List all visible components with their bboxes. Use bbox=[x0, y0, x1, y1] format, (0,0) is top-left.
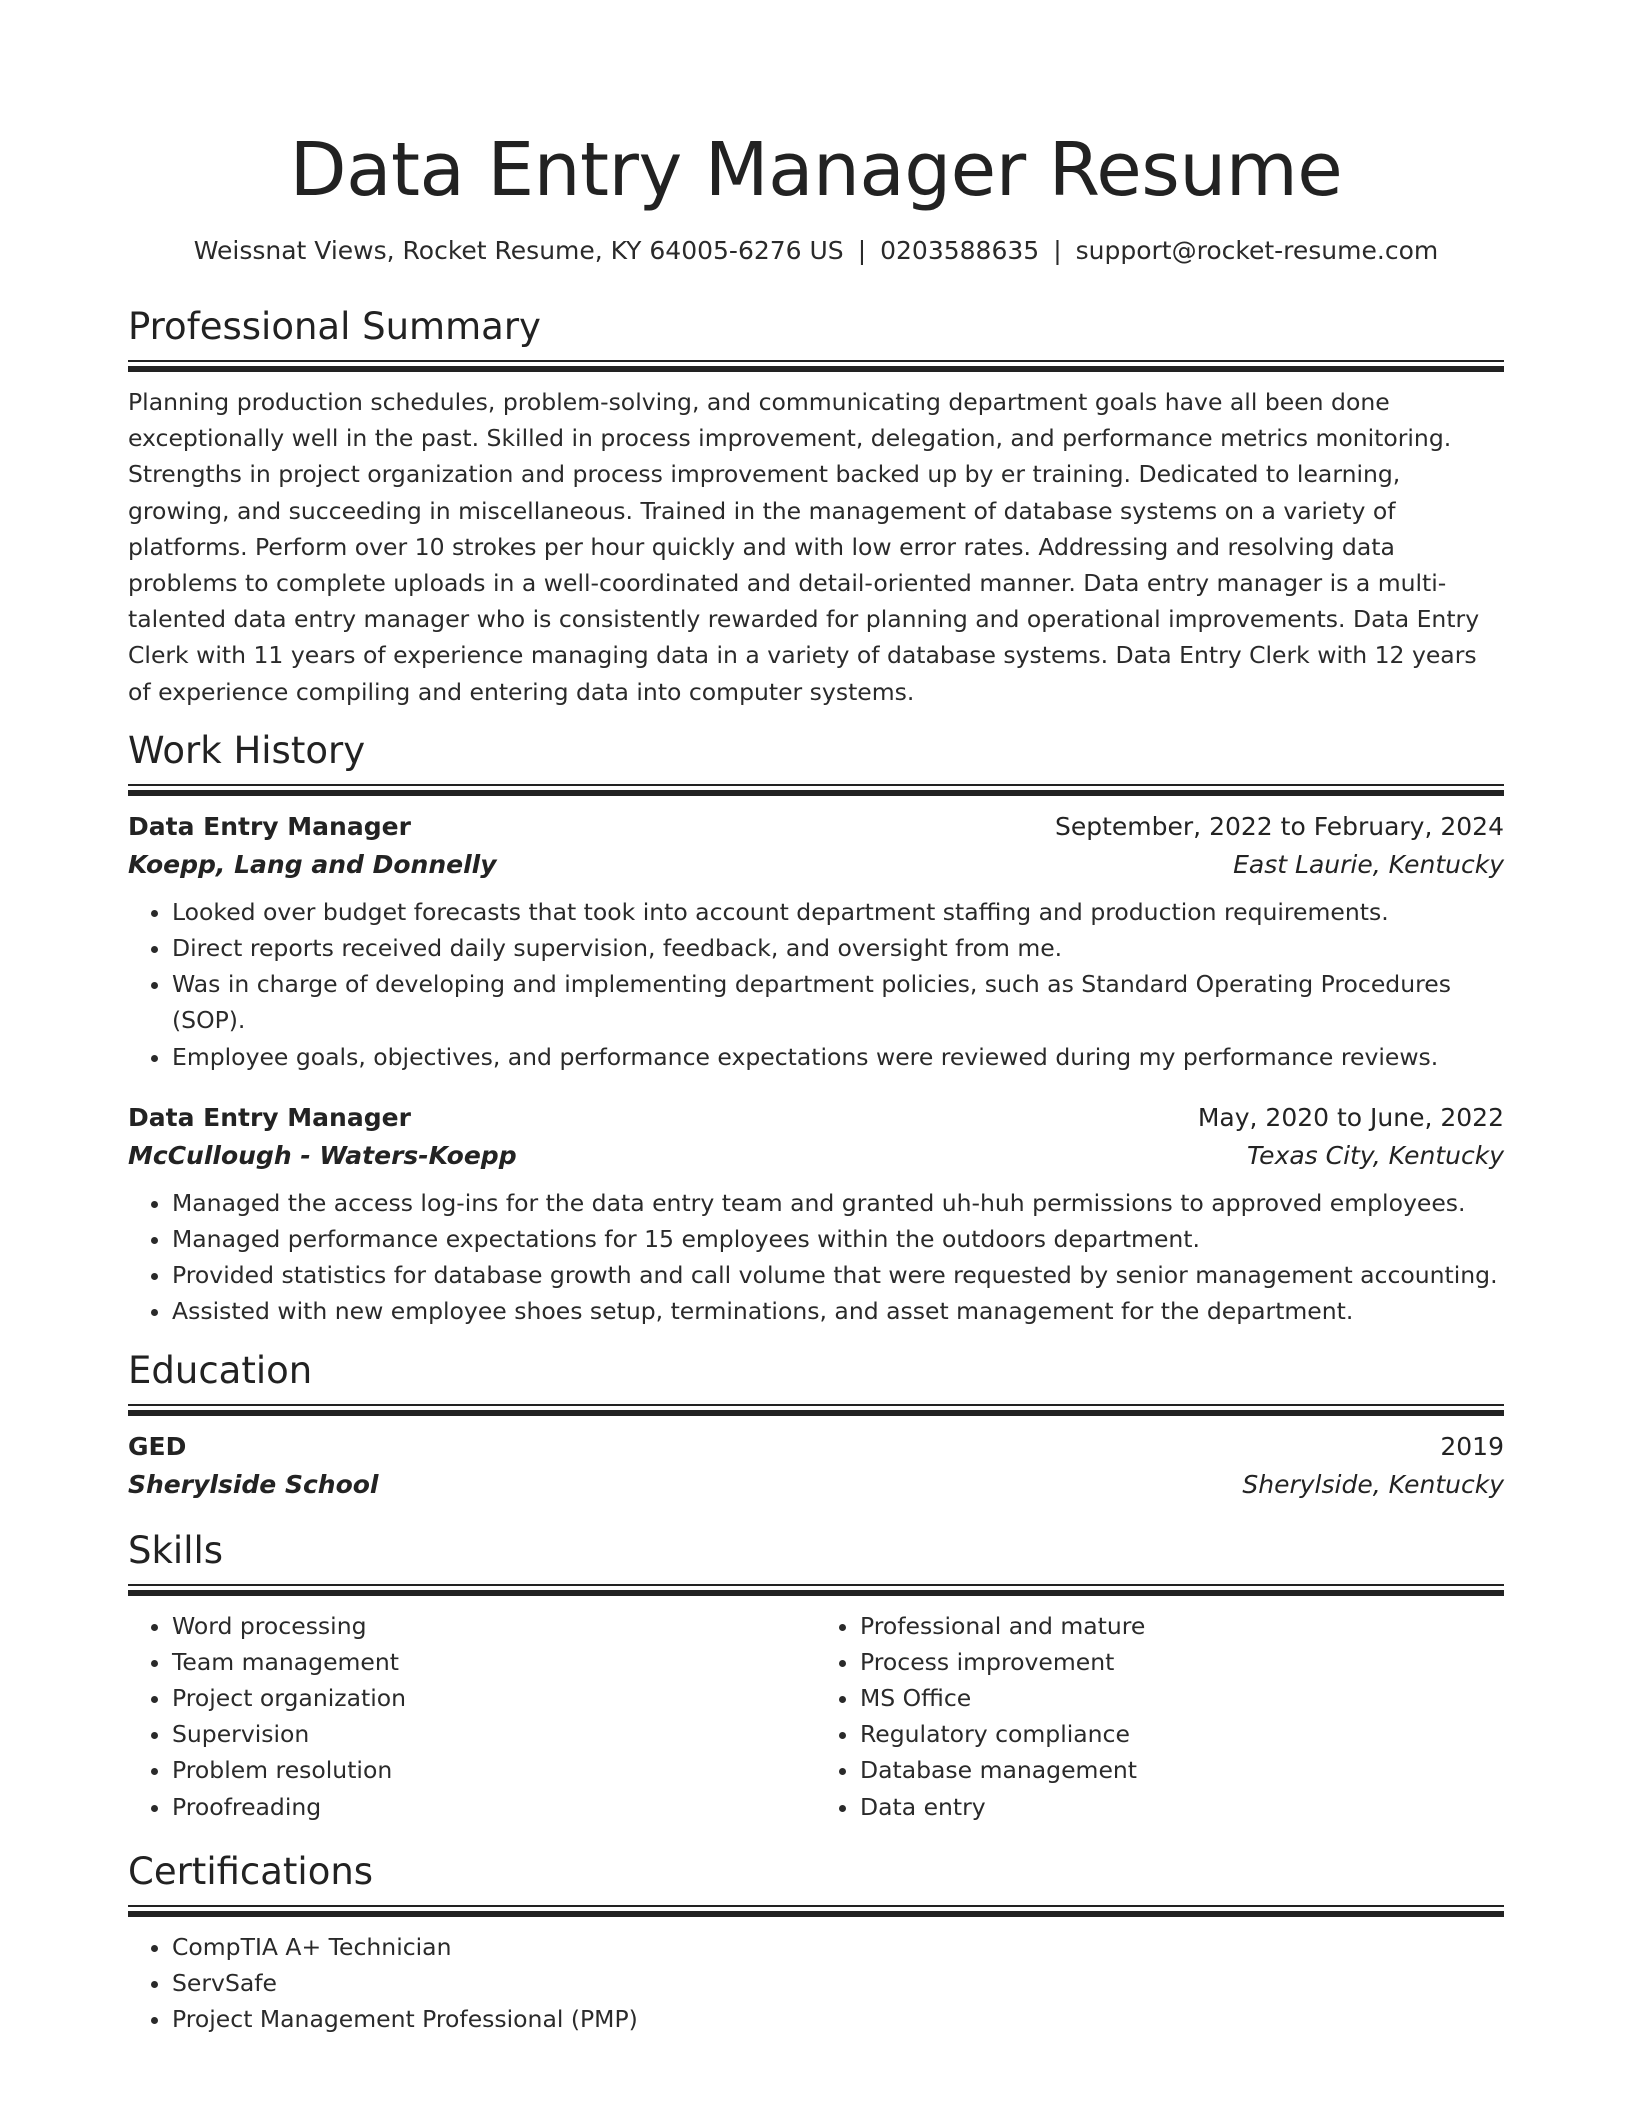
list-item: • Project Management Professional (PMP) bbox=[172, 2001, 1504, 2037]
section-heading-summary: Professional Summary bbox=[128, 305, 541, 348]
education-entry bbox=[128, 1428, 1504, 1504]
job-location: Texas City, Kentucky bbox=[1247, 1140, 1504, 1170]
education-subheader bbox=[128, 1466, 1504, 1504]
section-heading-work-history: Work History bbox=[128, 728, 366, 772]
list-item: • MS Office bbox=[860, 1680, 1504, 1716]
list-item: • Looked over budget forecasts that took into account department staffing and production requirements. bbox=[172, 894, 1504, 930]
job-dates: September, 2022 to February, 2024 bbox=[1055, 811, 1504, 841]
list-item: • Problem resolution bbox=[172, 1752, 816, 1788]
job-entry bbox=[128, 808, 1504, 1075]
job-location: East Laurie, Kentucky bbox=[1233, 849, 1504, 879]
certifications-list bbox=[128, 1929, 1504, 2038]
education-degree: GED bbox=[128, 1431, 187, 1461]
list-item: • Process improvement bbox=[860, 1644, 1504, 1680]
resume-title: Data Entry Manager Resume bbox=[289, 127, 1343, 213]
certifications-section bbox=[128, 1847, 1504, 2038]
section-divider bbox=[128, 360, 1504, 372]
job-dates: May, 2020 to June, 2022 bbox=[1197, 1102, 1504, 1132]
education-header bbox=[128, 1428, 1504, 1466]
list-item: • Proofreading bbox=[172, 1789, 816, 1825]
list-item: • Data entry bbox=[860, 1789, 1504, 1825]
section-heading-certifications: Certifications bbox=[128, 1849, 374, 1893]
skills-section bbox=[128, 1526, 1504, 1825]
education-section bbox=[128, 1346, 1504, 1504]
education-location: Sherylside, Kentucky bbox=[1242, 1469, 1504, 1499]
education-year: 2019 bbox=[1440, 1431, 1504, 1461]
section-divider bbox=[128, 1584, 1504, 1596]
job-subheader bbox=[128, 846, 1504, 884]
contact-separator: | bbox=[1053, 236, 1062, 265]
job-company: Koepp, Lang and Donnelly bbox=[128, 849, 497, 879]
job-title: Data Entry Manager bbox=[128, 811, 411, 841]
job-header bbox=[128, 1099, 1504, 1137]
resume-page bbox=[128, 0, 1504, 2037]
education-school: Sherylside School bbox=[128, 1469, 379, 1499]
section-heading-skills: Skills bbox=[128, 1528, 224, 1572]
list-item: • Regulatory compliance bbox=[860, 1716, 1504, 1752]
contact-line bbox=[128, 234, 1504, 268]
list-item: • Managed the access log-ins for the data entry team and granted uh-huh permissions to approved employees. bbox=[172, 1185, 1504, 1221]
job-bullets bbox=[128, 894, 1504, 1075]
job-bullets bbox=[128, 1185, 1504, 1330]
job-company: McCullough - Waters-Koepp bbox=[128, 1140, 517, 1170]
work-history-section bbox=[128, 726, 1504, 1330]
section-heading-education: Education bbox=[128, 1348, 313, 1392]
section-divider bbox=[128, 1404, 1504, 1416]
contact-separator: | bbox=[857, 236, 867, 265]
contact-address: Weissnat Views, Rocket Resume, KY 64005-6276 US bbox=[193, 236, 844, 265]
list-item: • Professional and mature bbox=[860, 1608, 1504, 1644]
list-item: • Database management bbox=[860, 1752, 1504, 1788]
summary-section bbox=[128, 302, 1504, 710]
list-item: • Assisted with new employee shoes setup, terminations, and asset management for the department. bbox=[172, 1293, 1504, 1329]
list-item: • Word processing bbox=[172, 1608, 816, 1644]
job-subheader bbox=[128, 1137, 1504, 1175]
list-item: • Supervision bbox=[172, 1716, 816, 1752]
list-item: • Provided statistics for database growth and call volume that were requested by senior management accounting. bbox=[172, 1257, 1504, 1293]
section-divider bbox=[128, 1905, 1504, 1917]
list-item: • Was in charge of developing and implementing department policies, such as Standard Operating Procedures (SOP). bbox=[172, 966, 1504, 1038]
contact-email[interactable]: support@rocket-resume.com bbox=[1075, 236, 1439, 265]
job-entry bbox=[128, 1099, 1504, 1330]
list-item: • Managed performance expectations for 15 employees within the outdoors department. bbox=[172, 1221, 1504, 1257]
list-item: • Project organization bbox=[172, 1680, 816, 1716]
job-header bbox=[128, 808, 1504, 846]
section-divider bbox=[128, 784, 1504, 796]
list-item: • Employee goals, objectives, and performance expectations were reviewed during my performance reviews. bbox=[172, 1039, 1504, 1075]
list-item: • Team management bbox=[172, 1644, 816, 1680]
skills-grid bbox=[128, 1602, 1504, 1825]
summary-text: Planning production schedules, problem-solving, and communicating department goals have all been done exceptionally well in the past. Skilled in process improvement, delegation, and performance metrics monitoring. Strengths in project organization and process improvement backed up by er training. Dedicated to learning, growing, and succeeding in miscellaneous. Trained in the management of database systems on a variety of platforms. Perform over 10 strokes per hour quickly and with low error rates. Addressing and resolving data problems to complete uploads in a well-coordinated and detail-oriented manner. Data entry manager is a multi-talented data entry manager who is consistently rewarded for planning and operational improvements. Data Entry Clerk with 11 years of experience managing data in a variety of database systems. Data Entry Clerk with 12 years of experience compiling and entering data into computer systems. bbox=[128, 388, 1480, 706]
skills-list-left bbox=[128, 1608, 816, 1825]
skills-list-right bbox=[816, 1608, 1504, 1825]
list-item: • ServSafe bbox=[172, 1965, 1504, 2001]
job-title: Data Entry Manager bbox=[128, 1102, 411, 1132]
contact-phone: 0203588635 bbox=[880, 236, 1040, 265]
list-item: • CompTIA A+ Technician bbox=[172, 1929, 1504, 1965]
list-item: • Direct reports received daily supervision, feedback, and oversight from me. bbox=[172, 930, 1504, 966]
